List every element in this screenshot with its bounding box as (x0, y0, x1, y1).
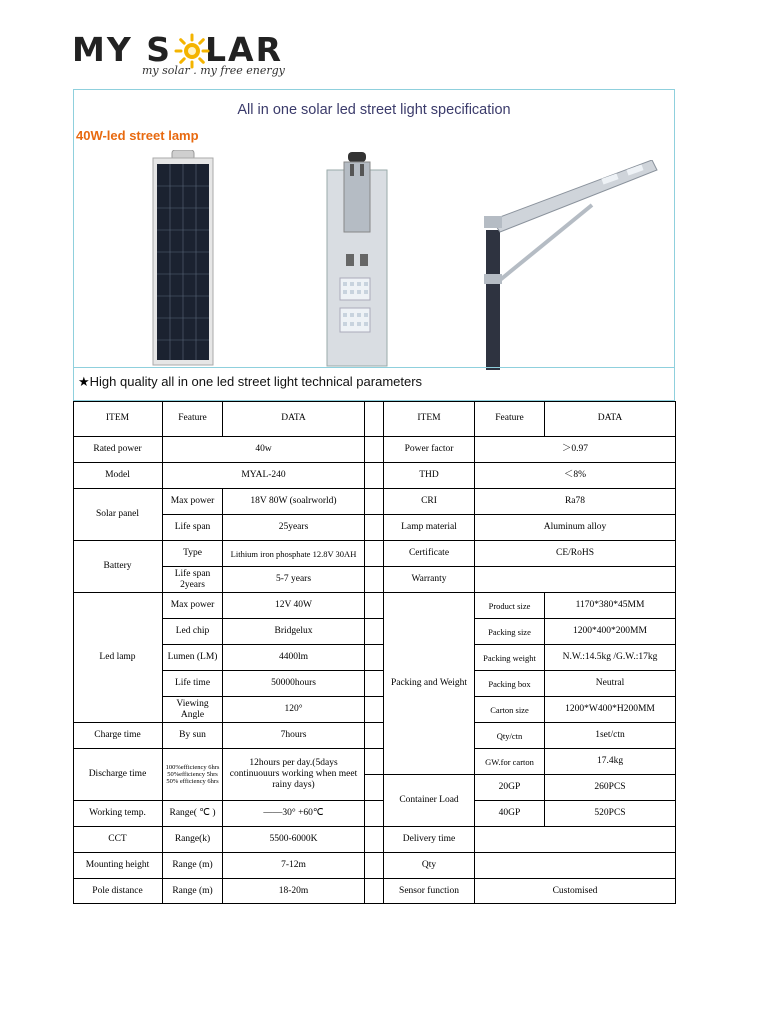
feature-cell: Life span 2years (163, 567, 223, 593)
star-icon: ★ (78, 374, 90, 389)
parameters-table (73, 401, 676, 904)
spacer-cell (365, 801, 384, 827)
data-cell (475, 567, 676, 593)
item-cell: Pole distance (73, 879, 163, 904)
data-cell: 1170*380*45MM (545, 593, 676, 619)
data-cell: 1200*400*200MM (545, 619, 676, 645)
feature-cell: By sun (163, 723, 223, 749)
data-cell: 12hours per day.(5days continuouurs working when meet rainy days) (223, 749, 365, 801)
data-cell: MYAL-240 (163, 463, 365, 489)
feature-cell: GW.for carton (475, 749, 545, 775)
item-cell: Model (73, 463, 163, 489)
data-cell: ＜8% (475, 463, 676, 489)
data-cell: 7hours (223, 723, 365, 749)
product-subtitle: 40W-led street lamp (76, 128, 199, 143)
header-cell-2: DATA (223, 401, 365, 437)
item-cell: Power factor (384, 437, 475, 463)
feature-cell: Max power (163, 593, 223, 619)
params-heading-text: High quality all in one led street light technical parameters (89, 374, 423, 389)
item-cell: Led lamp (73, 593, 163, 723)
spacer-cell (365, 671, 384, 697)
feature-cell: 20GP (475, 775, 545, 801)
spacer-cell (365, 463, 384, 489)
spacer-cell (365, 827, 384, 853)
data-cell: 5-7 years (223, 567, 365, 593)
spacer-cell (365, 489, 384, 515)
brand-tagline: my solar . my free energy (142, 64, 285, 77)
item-cell: Discharge time (73, 749, 163, 801)
feature-cell: Product size (475, 593, 545, 619)
item-cell: Certificate (384, 541, 475, 567)
spacer-cell (365, 593, 384, 619)
feature-cell: Range (m) (163, 853, 223, 879)
data-cell: Bridgelux (223, 619, 365, 645)
section-divider (74, 367, 674, 368)
item-cell: Lamp material (384, 515, 475, 541)
spacer-cell (365, 401, 384, 437)
data-cell: 520PCS (545, 801, 676, 827)
spacer-cell (365, 619, 384, 645)
spacer-cell (365, 645, 384, 671)
feature-cell: Range (m) (163, 879, 223, 904)
spacer-cell (365, 723, 384, 749)
data-cell: 40w (163, 437, 365, 463)
spec-title: All in one solar led street light specification (237, 102, 511, 118)
item-cell: Delivery time (384, 827, 475, 853)
header-cell-0: ITEM (73, 401, 163, 437)
header-cell-3: ITEM (384, 401, 475, 437)
feature-cell: Packing weight (475, 645, 545, 671)
data-cell: Ra78 (475, 489, 676, 515)
data-cell: 120° (223, 697, 365, 723)
data-cell: CE/RoHS (475, 541, 676, 567)
spacer-cell (365, 853, 384, 879)
spacer-cell (365, 567, 384, 593)
data-cell: 1set/ctn (545, 723, 676, 749)
brand-logo (72, 30, 292, 82)
item-cell: Mounting height (73, 853, 163, 879)
feature-cell: Type (163, 541, 223, 567)
item-cell: Rated power (73, 437, 163, 463)
feature-cell: Led chip (163, 619, 223, 645)
data-cell: Lithium iron phosphate 12.8V 30AH (223, 541, 365, 567)
data-cell: Aluminum alloy (475, 515, 676, 541)
item-cell: Charge time (73, 723, 163, 749)
feature-cell: Range(k) (163, 827, 223, 853)
params-heading (78, 374, 422, 390)
data-cell: 1200*W400*H200MM (545, 697, 676, 723)
data-cell: ＞0.97 (475, 437, 676, 463)
lamp-back-image (324, 150, 390, 368)
feature-cell: Packing box (475, 671, 545, 697)
item-cell: Qty (384, 853, 475, 879)
data-cell: 260PCS (545, 775, 676, 801)
spacer-cell (365, 541, 384, 567)
data-cell: 18-20m (223, 879, 365, 904)
data-cell: 50000hours (223, 671, 365, 697)
lamp-on-pole-image (482, 160, 658, 370)
data-cell: ——30° +60℃ (223, 801, 365, 827)
header-cell-5: DATA (545, 401, 676, 437)
item-cell: CCT (73, 827, 163, 853)
feature-cell: Max power (163, 489, 223, 515)
data-cell: Neutral (545, 671, 676, 697)
feature-cell: 100%efficiency 6hrs 50%efficiency 5hrs 50% efficiency 6hrs (163, 749, 223, 801)
feature-cell: Carton size (475, 697, 545, 723)
item-cell: Packing and Weight (384, 593, 475, 775)
solar-panel-image (152, 150, 214, 366)
item-cell: THD (384, 463, 475, 489)
spacer-cell (365, 749, 384, 775)
feature-cell: Life time (163, 671, 223, 697)
item-cell: Container Load (384, 775, 475, 827)
data-cell (475, 853, 676, 879)
brand-name-right: LAR (205, 30, 283, 69)
data-cell: Customised (475, 879, 676, 904)
item-cell: CRI (384, 489, 475, 515)
spacer-cell (365, 775, 384, 801)
feature-cell: Lumen (LM) (163, 645, 223, 671)
spec-panel (73, 89, 675, 401)
spacer-cell (365, 697, 384, 723)
feature-cell: Life span (163, 515, 223, 541)
item-cell: Solar panel (73, 489, 163, 541)
data-cell: 12V 40W (223, 593, 365, 619)
feature-cell: 40GP (475, 801, 545, 827)
item-cell: Sensor function (384, 879, 475, 904)
item-cell: Battery (73, 541, 163, 593)
brand-name-left: MY S (72, 30, 172, 69)
spacer-cell (365, 515, 384, 541)
feature-cell: Qty/ctn (475, 723, 545, 749)
data-cell: 5500-6000K (223, 827, 365, 853)
feature-cell: Packing size (475, 619, 545, 645)
spacer-cell (365, 437, 384, 463)
item-cell: Working temp. (73, 801, 163, 827)
item-cell: Warranty (384, 567, 475, 593)
feature-cell: Range( ℃ ) (163, 801, 223, 827)
data-cell: 18V 80W (soalrworld) (223, 489, 365, 515)
feature-cell: Viewing Angle (163, 697, 223, 723)
data-cell: 7-12m (223, 853, 365, 879)
data-cell: 17.4kg (545, 749, 676, 775)
data-cell: N.W.:14.5kg /G.W.:17kg (545, 645, 676, 671)
data-cell (475, 827, 676, 853)
spacer-cell (365, 879, 384, 904)
header-cell-1: Feature (163, 401, 223, 437)
header-cell-4: Feature (475, 401, 545, 437)
data-cell: 4400lm (223, 645, 365, 671)
data-cell: 25years (223, 515, 365, 541)
